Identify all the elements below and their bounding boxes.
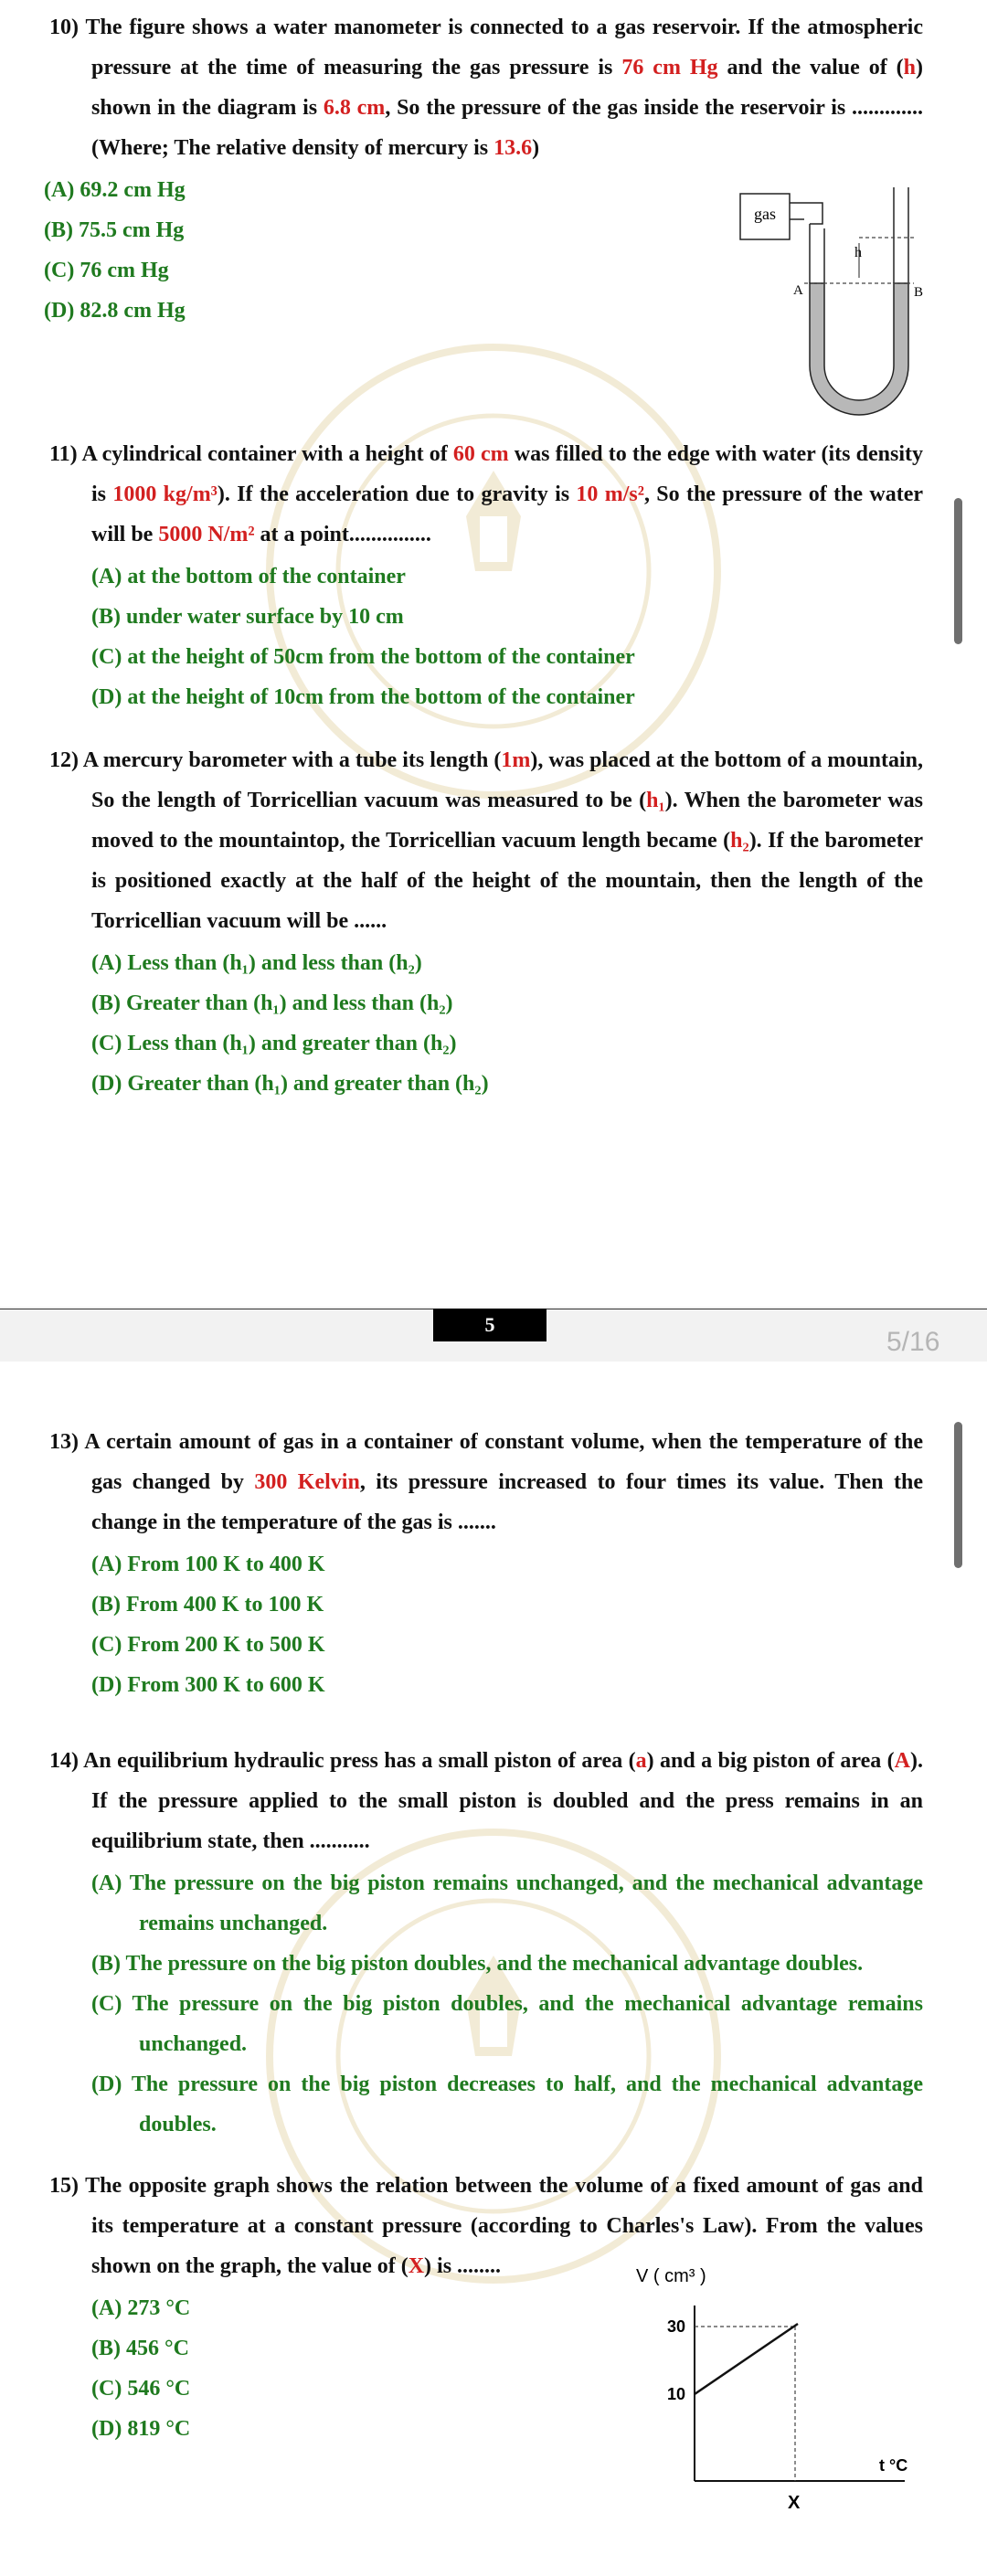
question-15-stem: 15) The opposite graph shows the relation between the volume of a fixed amount of gas and its temperature at a constant pressure (according to Charles's Law). From the values shown on the graph, the value of (X) is ........ <box>49 2174 923 2278</box>
q11-option-d: (D) at the height of 10cm from the bottom of the container <box>91 685 635 709</box>
question-12-stem: 12) A mercury barometer with a tube its length (1m), was placed at the bottom of a mountain, So the length of Torricellian vacuum was measured to be (h₁). When the barometer was moved to the mountaintop, the Torricellian vacuum length became (h₂). If the barometer is positioned exactly at the half of the height of the mountain, then the length of the Torricellian vacuum will be ...... <box>49 748 924 933</box>
q11-option-c: (C) at the height of 50cm from the bottom of the container <box>91 645 635 669</box>
q13-option-d: (D) From 300 K to 600 K <box>91 1673 325 1697</box>
question-11 <box>49 434 923 717</box>
q10-option-c: (C) 76 cm Hg <box>44 259 169 282</box>
question-13 <box>49 1422 923 1705</box>
q14-option-b: (B) The pressure on the big piston doubles, and the mechanical advantage doubles. <box>91 1952 864 1976</box>
charles-law-graph <box>631 2262 923 2527</box>
question-11-stem: 11) A cylindrical container with a height of 60 cm was filled to the edge with water (its density is 1000 kg/m³). If the acceleration due to gravity is 10 m/s², So the pressure of the water will be 5000 N/m² at a point............... <box>49 442 923 546</box>
question-12 <box>49 740 923 1104</box>
page-counter: 5/16 <box>886 1327 940 1357</box>
q13-option-b: (B) From 400 K to 100 K <box>91 1593 324 1617</box>
h-label: h <box>854 245 862 260</box>
q14-option-a: (A) The pressure on the big piston remains unchanged, and the mechanical advantage remains unchanged. <box>91 1871 923 1935</box>
question-14 <box>49 1741 923 2145</box>
tick-10: 10 <box>667 2385 686 2403</box>
q13-option-a: (A) From 100 K to 400 K <box>91 1553 325 1576</box>
q10-option-a: (A) 69.2 cm Hg <box>44 178 186 202</box>
question-10-stem: 10) The figure shows a water manometer is connected to a gas reservoir. If the atmospheric pressure at the time of measuring the gas pressure is 76 cm Hg and the value of (h) shown in the diagram is 6.8 cm, So the pressure of the gas inside the reservoir is ............. (Where; The relative density of mercury is 13.6) <box>49 16 924 160</box>
q11-option-b: (B) under water surface by 10 cm <box>91 605 404 629</box>
q13-option-c: (C) From 200 K to 500 K <box>91 1633 325 1657</box>
q14-option-c: (C) The pressure on the big piston doubles, and the mechanical advantage remains unchanged. <box>91 1992 923 2056</box>
tick-30: 30 <box>667 2317 686 2336</box>
scrollbar-thumb-bottom[interactable] <box>954 1422 962 1568</box>
graph-line <box>695 2324 798 2394</box>
gas-label: gas <box>754 205 776 223</box>
graph-x-axis-label: t °C <box>879 2456 908 2475</box>
q15-option-d: (D) 819 °C <box>91 2417 191 2441</box>
x-mark-label: X <box>788 2493 801 2513</box>
q15-option-b: (B) 456 °C <box>91 2337 189 2360</box>
q15-option-a: (A) 273 °C <box>91 2296 191 2320</box>
question-13-stem: 13) A certain amount of gas in a container of constant volume, when the temperature of the gas changed by 300 Kelvin, its pressure increased to four times its value. Then the change in the temperature of the gas is ....... <box>49 1430 924 1534</box>
q10-option-d: (D) 82.8 cm Hg <box>44 299 186 323</box>
q12-option-b: (B) Greater than (h₁) and less than (h₂) <box>91 991 453 1015</box>
q14-option-d: (D) The pressure on the big piston decreases to half, and the mechanical advantage doubles. <box>91 2072 923 2136</box>
q11-option-a: (A) at the bottom of the container <box>91 565 406 588</box>
manometer-diagram <box>731 183 928 416</box>
q12-option-a: (A) Less than (h₁) and less than (h₂) <box>91 951 422 975</box>
graph-y-axis-label: V ( cm³ ) <box>636 2266 706 2286</box>
scrollbar-thumb-top[interactable] <box>954 498 962 644</box>
q15-option-c: (C) 546 °C <box>91 2377 191 2401</box>
point-b-label: B <box>914 285 924 300</box>
point-a-label: A <box>793 283 803 298</box>
q12-option-d: (D) Greater than (h₁) and greater than (h₂) <box>91 1072 489 1096</box>
q10-option-b: (B) 75.5 cm Hg <box>44 218 185 242</box>
q12-option-c: (C) Less than (h₁) and greater than (h₂) <box>91 1032 457 1055</box>
question-14-stem: 14) An equilibrium hydraulic press has a small piston of area (a) and a big piston of area (A). If the pressure applied to the small piston is doubled and the press remains in an equilibrium state, then ........... <box>49 1749 923 1853</box>
exam-page-6 <box>0 1362 987 2576</box>
page-number-5: 5 <box>433 1309 547 1341</box>
